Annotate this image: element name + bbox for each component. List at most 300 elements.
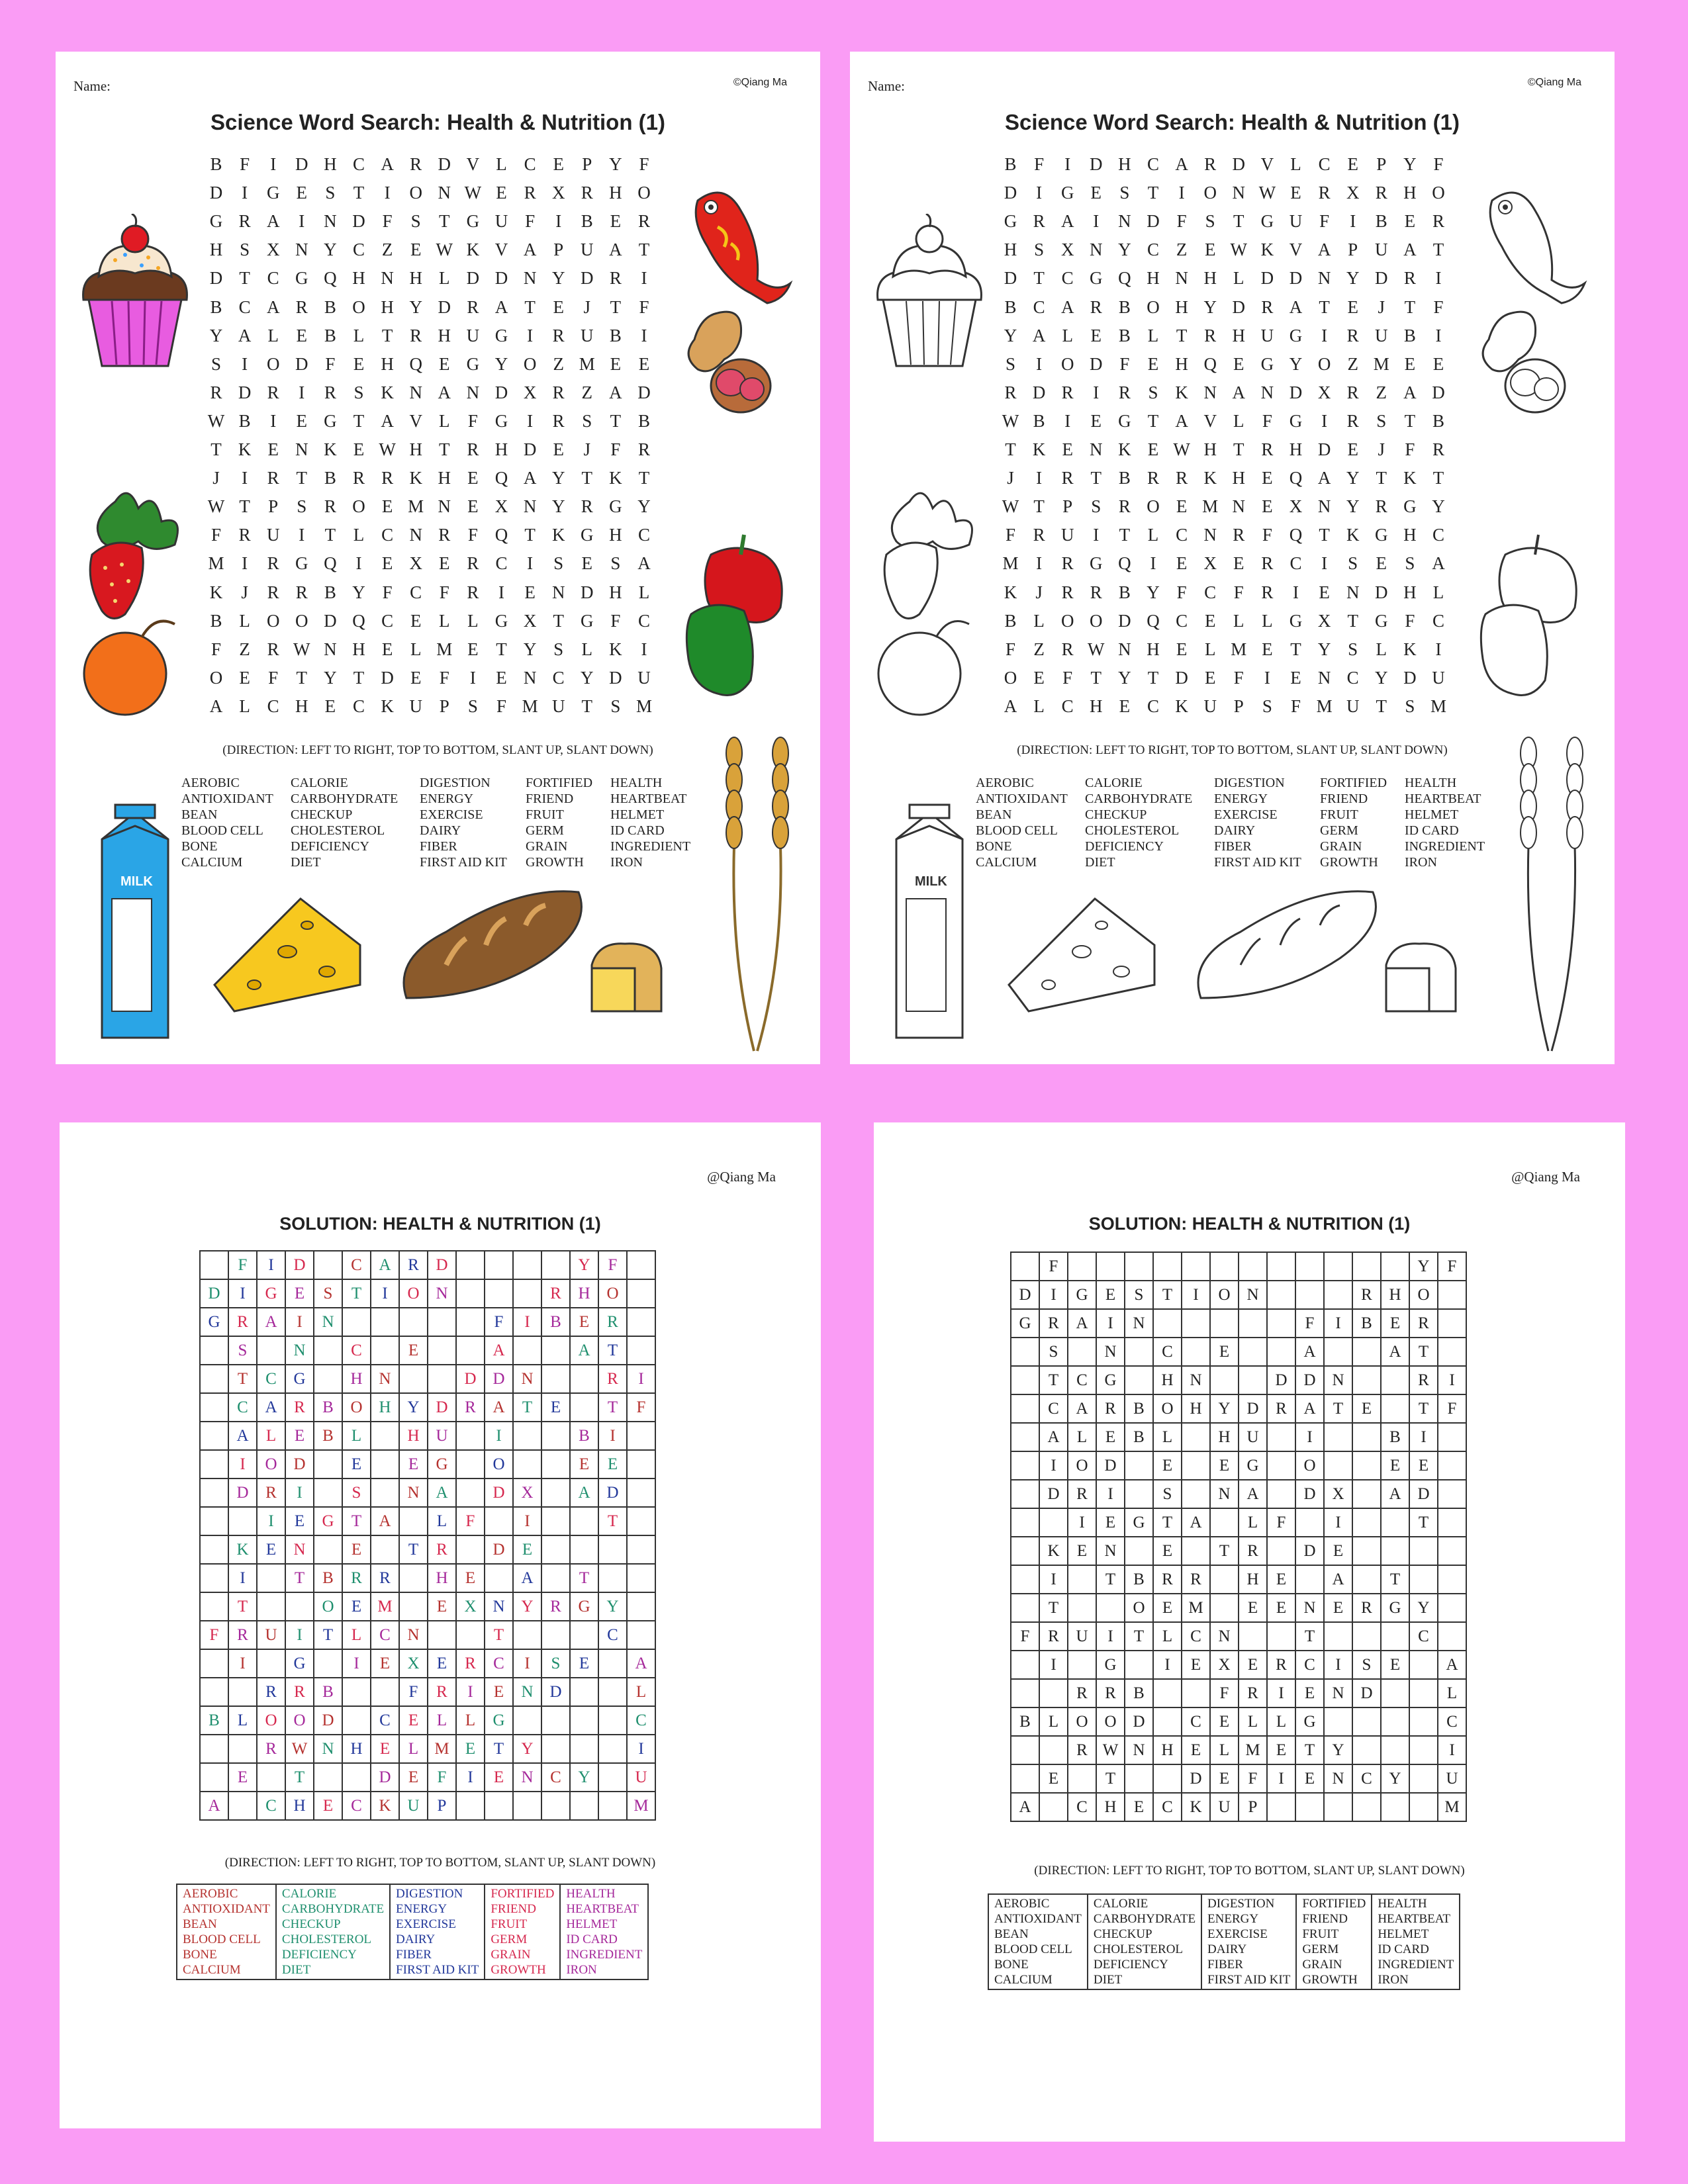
grid-letter[interactable]: D xyxy=(1375,582,1388,602)
grid-letter[interactable]: R xyxy=(1090,296,1102,317)
grid-letter[interactable]: H xyxy=(609,525,622,545)
grid-letter[interactable]: H xyxy=(1232,325,1246,345)
grid-letter[interactable]: I xyxy=(527,325,534,345)
grid-letter[interactable]: K xyxy=(381,696,394,716)
grid-letter[interactable]: K xyxy=(1203,468,1217,488)
grid-letter[interactable]: U xyxy=(1346,696,1360,716)
grid-letter[interactable]: P xyxy=(1062,496,1073,517)
grid-letter[interactable]: Q xyxy=(1118,553,1131,574)
grid-letter[interactable]: X xyxy=(1346,183,1360,203)
grid-letter[interactable]: I xyxy=(1293,582,1299,602)
grid-letter[interactable]: D xyxy=(494,268,508,289)
grid-letter[interactable]: W xyxy=(1002,410,1019,431)
grid-letter[interactable]: C xyxy=(637,525,650,545)
grid-letter[interactable]: S xyxy=(1148,382,1158,402)
grid-letter[interactable]: N xyxy=(1232,183,1246,203)
grid-letter[interactable]: I xyxy=(527,553,534,574)
grid-letter[interactable]: E xyxy=(1290,667,1301,688)
grid-letter[interactable]: X xyxy=(523,382,537,402)
grid-letter[interactable]: Y xyxy=(609,154,622,174)
grid-letter[interactable]: H xyxy=(494,439,508,459)
grid-letter[interactable]: Y xyxy=(1346,268,1360,289)
grid-letter[interactable]: S xyxy=(1262,696,1272,716)
grid-letter[interactable]: C xyxy=(352,696,365,716)
grid-letter[interactable]: U xyxy=(581,325,594,345)
grid-letter[interactable]: P xyxy=(268,496,279,517)
grid-letter[interactable]: L xyxy=(1233,610,1244,631)
grid-letter[interactable]: Y xyxy=(1118,667,1131,688)
grid-letter[interactable]: M xyxy=(1002,553,1019,574)
grid-letter[interactable]: N xyxy=(1260,382,1274,402)
grid-letter[interactable]: B xyxy=(1004,296,1017,317)
grid-letter[interactable]: K xyxy=(1260,240,1274,260)
grid-letter[interactable]: R xyxy=(609,268,622,289)
grid-letter[interactable]: N xyxy=(1317,667,1331,688)
grid-letter[interactable]: R xyxy=(1004,382,1017,402)
grid-letter[interactable]: T xyxy=(1376,696,1387,716)
grid-letter[interactable]: R xyxy=(1061,582,1074,602)
grid-letter[interactable]: B xyxy=(637,410,650,431)
grid-letter[interactable]: F xyxy=(1262,525,1272,545)
grid-letter[interactable]: E xyxy=(1404,353,1416,374)
grid-letter[interactable]: Z xyxy=(1033,639,1045,659)
grid-letter[interactable]: X xyxy=(266,240,280,260)
grid-letter[interactable]: F xyxy=(1405,610,1415,631)
grid-letter[interactable]: L xyxy=(239,610,250,631)
grid-letter[interactable]: O xyxy=(1060,353,1074,374)
grid-letter[interactable]: G xyxy=(494,610,508,631)
grid-letter[interactable]: R xyxy=(1061,553,1074,574)
grid-letter[interactable]: E xyxy=(581,553,593,574)
grid-letter[interactable]: K xyxy=(1032,439,1046,459)
grid-letter[interactable]: Q xyxy=(352,610,365,631)
grid-letter[interactable]: R xyxy=(295,296,308,317)
grid-letter[interactable]: L xyxy=(1147,525,1159,545)
grid-letter[interactable]: R xyxy=(267,468,279,488)
grid-letter[interactable]: O xyxy=(352,496,365,517)
grid-letter[interactable]: Y xyxy=(1289,353,1303,374)
grid-letter[interactable]: N xyxy=(295,439,308,459)
grid-letter[interactable]: N xyxy=(523,268,537,289)
grid-letter[interactable]: Y xyxy=(209,325,223,345)
grid-letter[interactable]: G xyxy=(466,211,480,232)
grid-letter[interactable]: M xyxy=(436,639,453,659)
grid-letter[interactable]: D xyxy=(466,268,480,289)
grid-letter[interactable]: B xyxy=(324,582,336,602)
grid-letter[interactable]: E xyxy=(610,353,622,374)
grid-letter[interactable]: S xyxy=(1348,639,1358,659)
grid-letter[interactable]: E xyxy=(467,639,479,659)
grid-letter[interactable]: A xyxy=(381,154,394,174)
grid-letter[interactable]: N xyxy=(466,382,480,402)
grid-letter[interactable]: R xyxy=(324,382,336,402)
grid-letter[interactable]: L xyxy=(1033,696,1045,716)
grid-letter[interactable]: E xyxy=(353,353,365,374)
grid-letter[interactable]: K xyxy=(409,468,422,488)
grid-letter[interactable]: N xyxy=(1317,268,1331,289)
grid-letter[interactable]: F xyxy=(382,582,393,602)
grid-letter[interactable]: D xyxy=(1289,382,1303,402)
grid-letter[interactable]: G xyxy=(1403,496,1417,517)
grid-letter[interactable]: J xyxy=(1035,582,1043,602)
grid-letter[interactable]: U xyxy=(466,325,480,345)
grid-letter[interactable]: R xyxy=(1118,496,1131,517)
grid-letter[interactable]: S xyxy=(297,496,307,517)
grid-letter[interactable]: M xyxy=(579,353,595,374)
grid-letter[interactable]: E xyxy=(410,240,422,260)
grid-letter[interactable]: H xyxy=(1203,268,1217,289)
grid-letter[interactable]: H xyxy=(1403,582,1417,602)
grid-letter[interactable]: T xyxy=(1376,468,1387,488)
grid-letter[interactable]: W xyxy=(293,639,310,659)
grid-letter[interactable]: G xyxy=(209,211,223,232)
grid-letter[interactable]: E xyxy=(1404,211,1416,232)
grid-letter[interactable]: X xyxy=(551,183,565,203)
grid-letter[interactable]: X xyxy=(494,496,508,517)
grid-letter[interactable]: H xyxy=(438,325,451,345)
grid-letter[interactable]: H xyxy=(1203,439,1217,459)
grid-letter[interactable]: K xyxy=(381,382,394,402)
grid-letter[interactable]: E xyxy=(1319,582,1330,602)
grid-letter[interactable]: T xyxy=(1005,439,1016,459)
grid-letter[interactable]: R xyxy=(210,382,222,402)
grid-letter[interactable]: B xyxy=(1403,325,1416,345)
grid-letter[interactable]: Q xyxy=(409,353,422,374)
grid-letter[interactable]: R xyxy=(1061,468,1074,488)
grid-letter[interactable]: X xyxy=(1203,553,1217,574)
grid-letter[interactable]: R xyxy=(1318,183,1331,203)
grid-letter[interactable]: L xyxy=(467,610,479,631)
grid-letter[interactable]: U xyxy=(266,525,280,545)
grid-letter[interactable]: O xyxy=(637,183,651,203)
grid-letter[interactable]: A xyxy=(1232,382,1246,402)
grid-letter[interactable]: K xyxy=(609,639,622,659)
grid-letter[interactable]: G xyxy=(466,353,480,374)
grid-letter[interactable]: P xyxy=(582,154,592,174)
grid-letter[interactable]: L xyxy=(239,696,250,716)
grid-letter[interactable]: Y xyxy=(494,353,508,374)
grid-letter[interactable]: S xyxy=(1376,410,1387,431)
grid-letter[interactable]: R xyxy=(267,639,279,659)
grid-letter[interactable]: N xyxy=(1175,268,1188,289)
grid-letter[interactable]: E xyxy=(1062,439,1073,459)
grid-letter[interactable]: X xyxy=(1317,610,1331,631)
grid-letter[interactable]: T xyxy=(353,410,365,431)
grid-letter[interactable]: R xyxy=(438,525,451,545)
grid-letter[interactable]: R xyxy=(1233,525,1245,545)
grid-letter[interactable]: B xyxy=(1432,410,1444,431)
grid-letter[interactable]: T xyxy=(381,325,393,345)
grid-letter[interactable]: Y xyxy=(409,296,422,317)
grid-letter[interactable]: E xyxy=(1347,439,1358,459)
grid-letter[interactable]: W xyxy=(207,496,225,517)
grid-letter[interactable]: H xyxy=(295,696,308,716)
grid-letter[interactable]: I xyxy=(469,667,476,688)
grid-letter[interactable]: O xyxy=(1203,183,1217,203)
grid-letter[interactable]: K xyxy=(209,582,223,602)
grid-letter[interactable]: E xyxy=(1262,496,1273,517)
grid-letter[interactable]: R xyxy=(1090,582,1102,602)
grid-letter[interactable]: D xyxy=(581,268,594,289)
grid-letter[interactable]: S xyxy=(1405,553,1415,574)
grid-letter[interactable]: Q xyxy=(1289,468,1303,488)
grid-letter[interactable]: H xyxy=(609,183,622,203)
grid-letter[interactable]: R xyxy=(1204,154,1217,174)
grid-letter[interactable]: H xyxy=(409,268,422,289)
grid-letter[interactable]: O xyxy=(1090,610,1103,631)
grid-letter[interactable]: A xyxy=(609,382,622,402)
grid-letter[interactable]: N xyxy=(409,382,422,402)
grid-letter[interactable]: N xyxy=(1203,525,1217,545)
grid-letter[interactable]: H xyxy=(1289,439,1303,459)
grid-letter[interactable]: H xyxy=(1147,268,1160,289)
grid-letter[interactable]: R xyxy=(324,496,336,517)
grid-letter[interactable]: I xyxy=(1064,410,1071,431)
grid-letter[interactable]: Q xyxy=(324,553,337,574)
grid-letter[interactable]: G xyxy=(1289,410,1303,431)
grid-letter[interactable]: F xyxy=(1290,696,1301,716)
grid-letter[interactable]: X xyxy=(1060,240,1074,260)
grid-letter[interactable]: O xyxy=(1060,610,1074,631)
grid-letter[interactable]: S xyxy=(1205,211,1215,232)
grid-letter[interactable]: J xyxy=(583,296,591,317)
grid-letter[interactable]: H xyxy=(209,240,223,260)
grid-letter[interactable]: R xyxy=(581,183,593,203)
grid-letter[interactable]: D xyxy=(637,382,651,402)
grid-letter[interactable]: F xyxy=(1405,439,1415,459)
grid-letter[interactable]: D xyxy=(1004,268,1017,289)
grid-letter[interactable]: Y xyxy=(1147,582,1160,602)
grid-letter[interactable]: L xyxy=(1376,639,1387,659)
grid-letter[interactable]: A xyxy=(266,296,280,317)
grid-letter[interactable]: C xyxy=(637,610,650,631)
grid-letter[interactable]: E xyxy=(553,154,564,174)
grid-letter[interactable]: N xyxy=(1118,639,1131,659)
grid-letter[interactable]: I xyxy=(1150,553,1156,574)
grid-letter[interactable]: F xyxy=(610,439,621,459)
grid-letter[interactable]: E xyxy=(324,696,336,716)
grid-letter[interactable]: E xyxy=(381,496,393,517)
grid-letter[interactable]: F xyxy=(382,211,393,232)
grid-letter[interactable]: C xyxy=(1176,610,1188,631)
grid-letter[interactable]: T xyxy=(638,468,650,488)
grid-letter[interactable]: R xyxy=(467,296,479,317)
grid-letter[interactable]: E xyxy=(1347,154,1358,174)
grid-letter[interactable]: U xyxy=(1289,211,1303,232)
grid-letter[interactable]: R xyxy=(295,582,308,602)
grid-letter[interactable]: L xyxy=(1204,639,1216,659)
grid-letter[interactable]: J xyxy=(212,468,220,488)
grid-letter[interactable]: B xyxy=(324,325,336,345)
grid-letter[interactable]: F xyxy=(1433,154,1444,174)
grid-letter[interactable]: R xyxy=(1147,468,1159,488)
grid-letter[interactable]: V xyxy=(1289,240,1303,260)
grid-letter[interactable]: C xyxy=(238,296,251,317)
grid-letter[interactable]: W xyxy=(1088,639,1105,659)
grid-letter[interactable]: L xyxy=(1290,154,1301,174)
grid-letter[interactable]: O xyxy=(1432,183,1445,203)
grid-letter[interactable]: F xyxy=(467,410,478,431)
grid-letter[interactable]: D xyxy=(1175,667,1188,688)
grid-letter[interactable]: N xyxy=(324,211,337,232)
grid-letter[interactable]: T xyxy=(1033,496,1045,517)
grid-letter[interactable]: O xyxy=(1317,353,1331,374)
grid-letter[interactable]: R xyxy=(267,582,279,602)
grid-letter[interactable]: K xyxy=(1004,582,1017,602)
grid-letter[interactable]: S xyxy=(582,410,592,431)
grid-letter[interactable]: A xyxy=(381,410,394,431)
grid-letter[interactable]: K xyxy=(1118,439,1131,459)
grid-letter[interactable]: F xyxy=(610,610,621,631)
grid-letter[interactable]: E xyxy=(1147,439,1159,459)
grid-letter[interactable]: B xyxy=(238,410,251,431)
grid-letter[interactable]: M xyxy=(1202,496,1219,517)
grid-letter[interactable]: G xyxy=(494,410,508,431)
grid-letter[interactable]: K xyxy=(466,240,480,260)
grid-letter[interactable]: A xyxy=(438,382,451,402)
grid-letter[interactable]: E xyxy=(1090,325,1102,345)
grid-letter[interactable]: C xyxy=(1176,525,1188,545)
grid-letter[interactable]: D xyxy=(1118,610,1131,631)
grid-letter[interactable]: N xyxy=(1090,439,1103,459)
grid-letter[interactable]: N xyxy=(381,268,394,289)
grid-letter[interactable]: R xyxy=(1261,553,1274,574)
grid-letter[interactable]: L xyxy=(638,582,650,602)
grid-letter[interactable]: W xyxy=(436,240,453,260)
grid-letter[interactable]: B xyxy=(1118,582,1131,602)
grid-letter[interactable]: Z xyxy=(1376,382,1387,402)
grid-letter[interactable]: E xyxy=(553,439,564,459)
grid-letter[interactable]: T xyxy=(1033,268,1045,289)
grid-letter[interactable]: E xyxy=(1090,410,1102,431)
grid-letter[interactable]: H xyxy=(1175,353,1188,374)
grid-letter[interactable]: G xyxy=(1260,353,1274,374)
grid-letter[interactable]: T xyxy=(1404,410,1416,431)
grid-letter[interactable]: Y xyxy=(551,468,565,488)
grid-letter[interactable]: T xyxy=(524,525,536,545)
grid-letter[interactable]: D xyxy=(609,667,622,688)
grid-letter[interactable]: C xyxy=(1147,696,1159,716)
grid-letter[interactable]: R xyxy=(410,154,422,174)
grid-letter[interactable]: I xyxy=(1264,667,1270,688)
grid-letter[interactable]: C xyxy=(1289,553,1302,574)
grid-letter[interactable]: S xyxy=(1091,496,1102,517)
grid-letter[interactable]: R xyxy=(1432,211,1444,232)
grid-letter[interactable]: F xyxy=(1233,667,1244,688)
grid-letter[interactable]: Y xyxy=(551,268,565,289)
grid-letter[interactable]: Y xyxy=(1317,639,1331,659)
grid-letter[interactable]: R xyxy=(1261,582,1274,602)
grid-letter[interactable]: B xyxy=(210,610,222,631)
grid-letter[interactable]: E xyxy=(467,496,479,517)
grid-letter[interactable]: E xyxy=(439,553,450,574)
grid-letter[interactable]: C xyxy=(1318,154,1331,174)
grid-letter[interactable]: J xyxy=(241,582,248,602)
grid-letter[interactable]: C xyxy=(495,553,508,574)
grid-letter[interactable]: Y xyxy=(523,639,537,659)
grid-letter[interactable]: L xyxy=(353,325,365,345)
grid-letter[interactable]: K xyxy=(609,468,622,488)
grid-letter[interactable]: I xyxy=(1321,553,1328,574)
grid-letter[interactable]: F xyxy=(496,696,507,716)
grid-letter[interactable]: G xyxy=(494,325,508,345)
grid-letter[interactable]: A xyxy=(1289,296,1303,317)
grid-letter[interactable]: F xyxy=(439,582,449,602)
grid-letter[interactable]: H xyxy=(1403,525,1417,545)
grid-letter[interactable]: B xyxy=(1004,154,1017,174)
grid-letter[interactable]: Z xyxy=(381,240,393,260)
grid-letter[interactable]: A xyxy=(1060,211,1074,232)
grid-letter[interactable]: N xyxy=(438,183,451,203)
grid-letter[interactable]: B xyxy=(210,296,222,317)
grid-letter[interactable]: T xyxy=(1404,296,1416,317)
grid-letter[interactable]: E xyxy=(267,439,279,459)
grid-letter[interactable]: P xyxy=(439,696,449,716)
grid-letter[interactable]: T xyxy=(353,667,365,688)
grid-letter[interactable]: V xyxy=(1203,410,1217,431)
grid-letter[interactable]: D xyxy=(209,268,223,289)
grid-letter[interactable]: B xyxy=(609,325,622,345)
grid-letter[interactable]: U xyxy=(1375,325,1388,345)
grid-letter[interactable]: I xyxy=(641,268,647,289)
grid-letter[interactable]: U xyxy=(637,667,651,688)
grid-letter[interactable]: E xyxy=(410,610,422,631)
grid-letter[interactable]: X xyxy=(1289,496,1303,517)
grid-letter[interactable]: T xyxy=(1147,667,1159,688)
grid-letter[interactable]: I xyxy=(641,325,647,345)
grid-letter[interactable]: H xyxy=(1004,240,1017,260)
grid-letter[interactable]: E xyxy=(638,353,650,374)
grid-letter[interactable]: G xyxy=(1118,410,1131,431)
grid-letter[interactable]: K xyxy=(1346,525,1360,545)
grid-letter[interactable]: R xyxy=(1118,382,1131,402)
grid-letter[interactable]: T xyxy=(1090,468,1102,488)
grid-letter[interactable]: R xyxy=(1261,439,1274,459)
grid-letter[interactable]: A xyxy=(494,296,508,317)
grid-letter[interactable]: H xyxy=(1403,183,1417,203)
grid-letter[interactable]: H xyxy=(438,468,451,488)
grid-letter[interactable]: I xyxy=(1036,553,1043,574)
grid-letter[interactable]: D xyxy=(1375,268,1388,289)
grid-letter[interactable]: D xyxy=(1232,154,1246,174)
grid-letter[interactable]: I xyxy=(355,553,362,574)
grid-letter[interactable]: K xyxy=(551,525,565,545)
grid-letter[interactable]: G xyxy=(581,525,594,545)
grid-letter[interactable]: L xyxy=(439,410,450,431)
grid-letter[interactable]: K xyxy=(1403,639,1417,659)
grid-letter[interactable]: G xyxy=(324,410,337,431)
grid-letter[interactable]: R xyxy=(410,325,422,345)
grid-letter[interactable]: I xyxy=(1350,211,1356,232)
grid-letter[interactable]: E xyxy=(1233,353,1244,374)
grid-letter[interactable]: Y xyxy=(1346,468,1360,488)
grid-letter[interactable]: X xyxy=(1317,382,1331,402)
grid-letter[interactable]: M xyxy=(635,696,652,716)
grid-letter[interactable]: W xyxy=(207,410,225,431)
grid-letter[interactable]: D xyxy=(209,183,223,203)
grid-letter[interactable]: B xyxy=(1118,468,1131,488)
grid-letter[interactable]: R xyxy=(381,468,394,488)
grid-letter[interactable]: T xyxy=(1432,468,1444,488)
grid-letter[interactable]: A xyxy=(1004,696,1017,716)
grid-letter[interactable]: Y xyxy=(1375,667,1388,688)
grid-letter[interactable]: I xyxy=(270,154,277,174)
grid-letter[interactable]: D xyxy=(1090,353,1103,374)
grid-letter[interactable]: I xyxy=(384,183,391,203)
grid-letter[interactable]: C xyxy=(1147,240,1159,260)
grid-letter[interactable]: T xyxy=(1347,610,1358,631)
grid-letter[interactable]: N xyxy=(1317,496,1331,517)
